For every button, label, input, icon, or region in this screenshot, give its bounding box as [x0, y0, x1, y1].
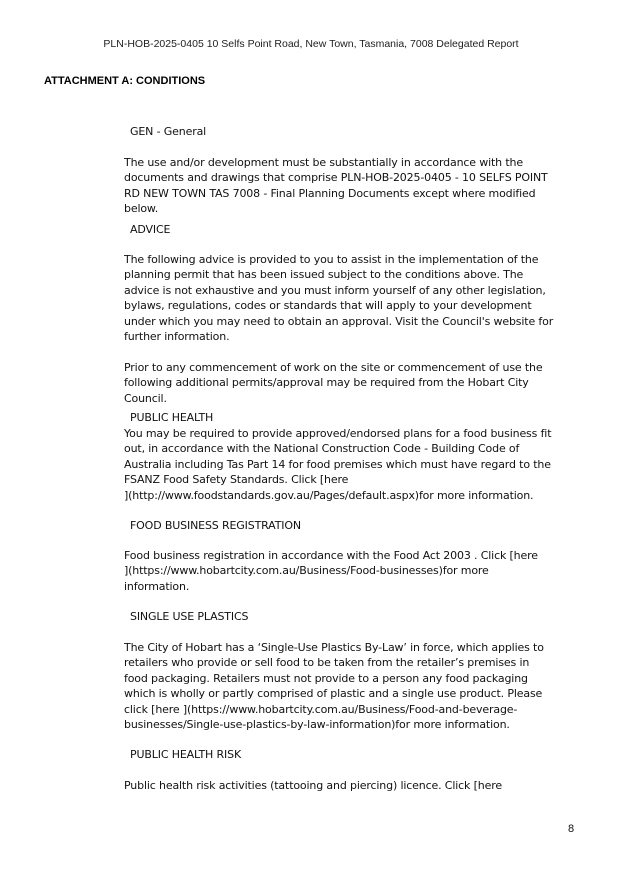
- section-body-single-use-plastics: [124, 640, 544, 732]
- text-line: planning permit that has been issued subject to the conditions above. The: [124, 268, 524, 282]
- section-heading-public-health: PUBLIC HEALTH: [130, 411, 214, 424]
- text-line: out, in accordance with the National Construction Code - Building Code of: [124, 442, 520, 456]
- text-line: following additional permits/approval may be required from the Hobart City: [124, 376, 529, 390]
- text-line: The following advice is provided to you to assist in the implementation of the: [124, 253, 539, 266]
- text-line: Food business registration in accordance with the Food Act 2003 . Click [here: [124, 549, 538, 562]
- text-line: Prior to any commencement of work on the site or commencement of use the: [124, 361, 543, 374]
- section-body-gen: [124, 155, 548, 217]
- section-heading-advice: ADVICE: [130, 223, 171, 236]
- text-line: RD NEW TOWN TAS 7008 - Final Planning Documents except where modified: [124, 186, 536, 200]
- section-body-prior: [124, 360, 544, 406]
- text-line: Public health risk activities (tattooing and piercing) licence. Click [here: [124, 779, 502, 792]
- section-heading-public-health-risk: PUBLIC HEALTH RISK: [130, 748, 242, 761]
- text-line: under which you may need to obtain an approval. Visit the Council's website for: [124, 314, 554, 328]
- text-line: retailers who provide or sell food to be taken from the retailer’s premises in: [124, 656, 530, 670]
- text-line: which is wholly or partly comprised of plastic and a single use product. Please: [124, 687, 543, 701]
- text-line: information.: [124, 579, 190, 593]
- text-line: businesses/Single-use-plastics-by-law-information)for more information.: [124, 718, 510, 732]
- text-line: bylaws, regulations, codes or standards that will apply to your development: [124, 299, 532, 313]
- text-line: ](http://www.foodstandards.gov.au/Pages/default.aspx)for more information.: [124, 488, 534, 502]
- section-body-public-health: [124, 426, 552, 503]
- section-heading-gen: GEN - General: [130, 125, 207, 138]
- text-line: advice is not exhaustive and you must inform yourself of any other legislation,: [124, 283, 546, 297]
- text-line: FSANZ Food Safety Standards. Click [here: [124, 473, 349, 487]
- section-heading-single-use-plastics: SINGLE USE PLASTICS: [130, 610, 249, 623]
- page-header: PLN-HOB-2025-0405 10 Selfs Point Road, New Town, Tasmania, 7008 Delegated Report: [103, 38, 519, 50]
- section-body-public-health-risk: [124, 778, 544, 793]
- text-line: documents and drawings that comprise PLN-HOB-2025-0405 - 10 SELFS POINT: [124, 171, 548, 185]
- page-number: 8: [568, 823, 575, 835]
- text-line: below.: [124, 202, 159, 216]
- text-line: ](https://www.hobartcity.com.au/Business/Food-businesses)for more: [124, 564, 489, 578]
- section-heading-food-registration: FOOD BUSINESS REGISTRATION: [130, 519, 301, 532]
- text-line: You may be required to provide approved/endorsed plans for a food business fit: [124, 427, 552, 440]
- section-body-food-registration: [124, 548, 544, 594]
- text-line: click [here ](https://www.hobartcity.com.au/Business/Food-and-beverage-: [124, 702, 518, 716]
- text-line: food packaging. Retailers must not provide to a person any food packaging: [124, 671, 528, 685]
- text-line: The City of Hobart has a ‘Single-Use Plastics By-Law’ in force, which applies to: [124, 641, 544, 654]
- text-line: Council.: [124, 391, 167, 405]
- text-line: The use and/or development must be substantially in accordance with the: [124, 156, 523, 169]
- section-body-advice: [124, 252, 554, 344]
- text-line: Australia including Tas Part 14 for food premises which must have regard to the: [124, 457, 551, 471]
- text-line: further information.: [124, 330, 230, 344]
- attachment-title: ATTACHMENT A: CONDITIONS: [44, 75, 206, 87]
